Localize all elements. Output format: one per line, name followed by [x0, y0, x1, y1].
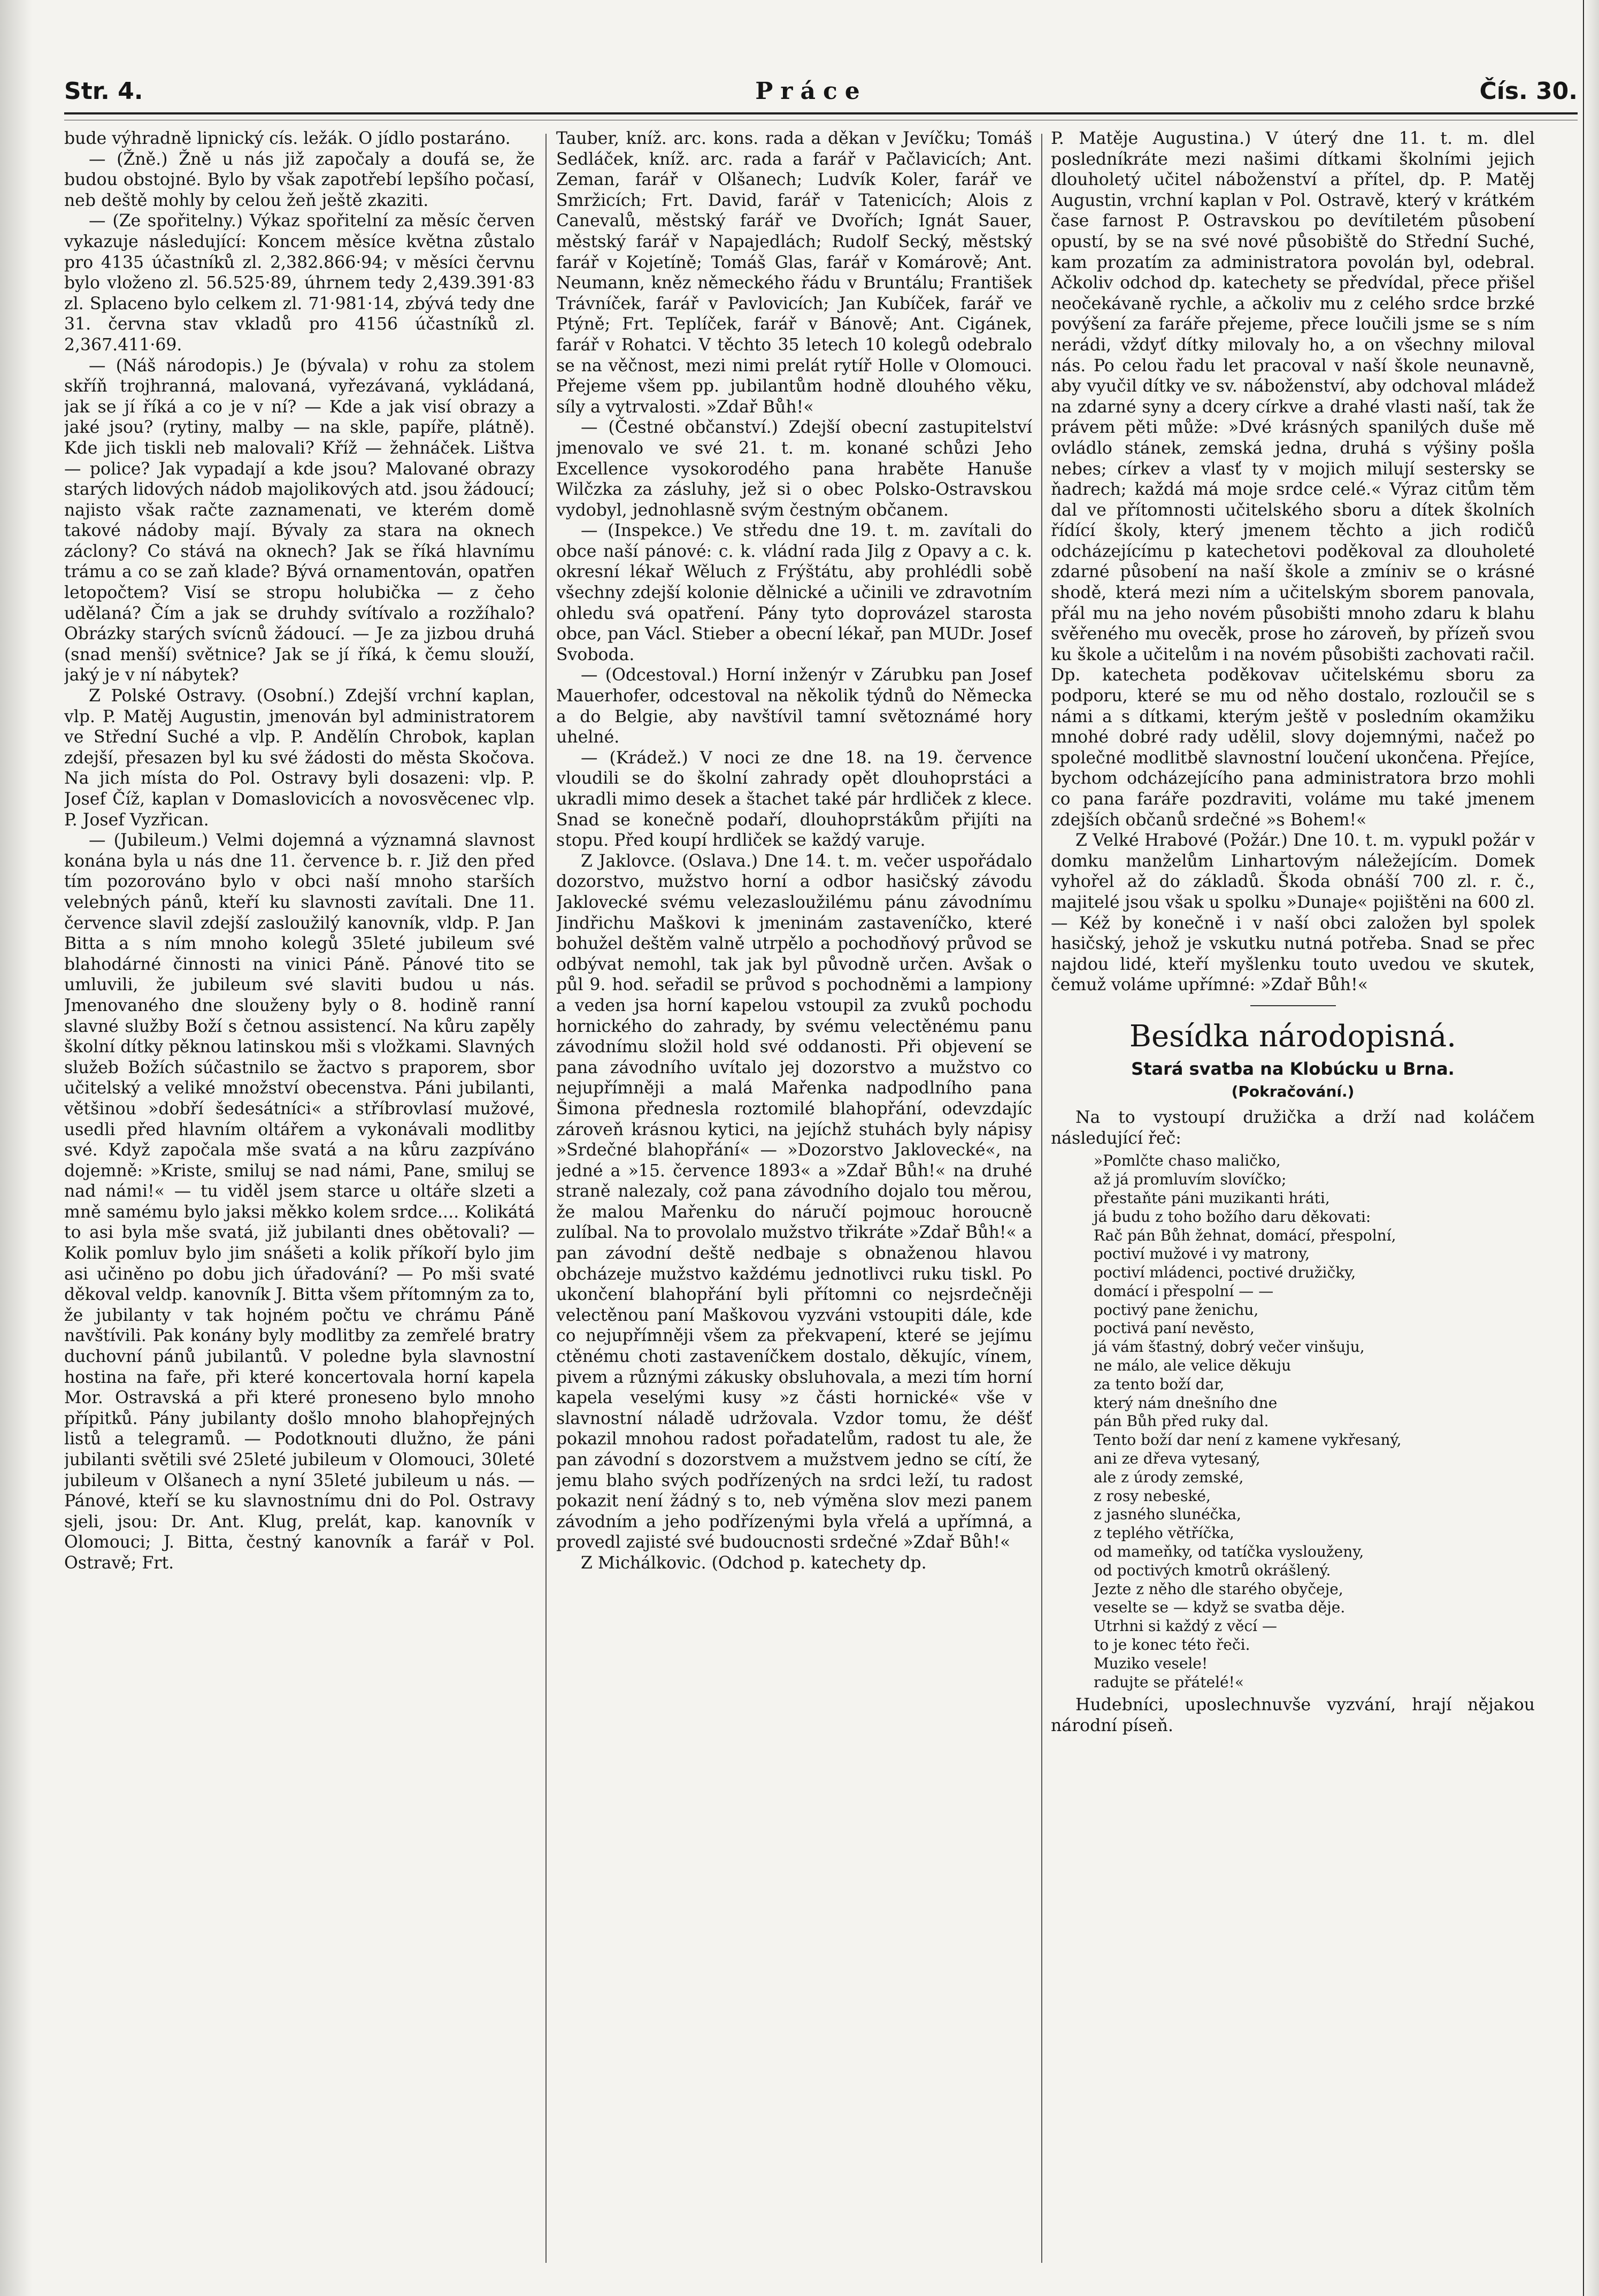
poem-line: poctiví mládenci, poctivé družičky, — [1094, 1264, 1356, 1282]
poem-line: za tento boží dar, — [1094, 1375, 1225, 1393]
poem-line: který nám dnešního dne — [1094, 1394, 1278, 1412]
poem-line: až já promluvím slovíčko; — [1094, 1170, 1287, 1189]
poem-line: já vám šťastný, dobrý večer vinšuju, — [1094, 1338, 1365, 1356]
article-michalkovice-cont: P. Matěje Augustina.) V úterý dne 11. t. m. dlel posledníkráte mezi našimi dítkami školními jejich dlouholetý učitel náboženství a přítel, dp. P. Matěj Augustin, vrchní kaplan v Pol. Ostravě, který v krátkém čase farnost P. Ostravskou po devítiletém působení opustí, by se na své nové působiště do Střední Suché, kam prozatím za administratora povolán byl, odebral. Ačkoliv odchod dp. katechety se předvídal, přece přišel neočekávaně rychle, a ačkoliv mu z celého srdce brzké povýšení za faráře přejeme, přece loučili jsme se s ním nerádi, vždyť dítky milovaly ho, a on všechny miloval nás. Po celou řadu let pracoval v naší škole neunavně, aby vyučil dítky ve sv. náboženství, aby odchoval mládež na zdarné syny a dcery církve a drahé vlasti naší, tak že právem pěti může: »Dvé krásných spanilých duše mě ovládlo stánek, zemská jedna, druhá s výšiny pošla nebes; církev a vlasť ty v mojich milují sestersky se ňadrech; každá má moje srdce celé.« Výraz citům těm dal ve přítomnosti učitelského sboru a dítek školních řídící školy, který jmenem těchto a jich rodičů odcházejícímu p katechetovi poděkoval za dlouholeté zdarné působení na naší škole a zmíniv se o krásné shodě, která mezi ním a učitelským sborem panovala, přál mu na jeho novém působišti mnoho zdaru k blahu svěřeného mu ovecěk, prose ho zároveň, by přízeň svou ku škole a učitelům i na novém působišti zachovati račil. Dp. katecheta poděkovav učitelskému sboru za podporu, které se mu od něho dostalo, rozloučil se s námi a s dítkami, kterým ještě v posledním okamžiku mnohé dobré rady udělil, slovy dojemnými, načež po společné modlitbě slavnostní loučení ukončena. Přejíce, bychom odcházejícího pana administratora brzo mohli co pana faráře pozdraviti, voláme mu také jmenem zdejších občanů srdečné »s Bohem!« — [1051, 129, 1535, 830]
article-cestne-obcanstvi: — (Čestné občanství.) Zdejší obecní zastupitelství jmenovalo ve své 21. t. m. konané schůzi Jeho Excellence vysokorodého pana hraběte Hanuše Wilčzka za zásluhy, jež si o obec Polsko-Ostravskou vydobyl, jednohlasně svým čestným občanem. — [556, 418, 1032, 520]
article-odcestoval: — (Odcestoval.) Horní inženýr v Zárubku pan Josef Mauerhofer, odcestoval na několik týdnů do Německa a do Belgie, aby navštívil tamní světoznámé hory uhelné. — [556, 665, 1032, 747]
poem-line: ani ze dřeva vytesaný, — [1094, 1450, 1260, 1468]
besidka-intro: Na to vystoupí družička a drží nad koláčem následující řeč: — [1051, 1108, 1535, 1148]
poem-line: Jezte z něho dle starého obyčeje, — [1094, 1580, 1343, 1598]
article-text: bude výhradně lipnický cís. ležák. O jídlo postaráno. — [64, 129, 511, 148]
poem-line: Tento boží dar není z kamene vykřesaný, — [1094, 1431, 1402, 1449]
besidka-title: Besídka národopisná. — [1129, 1019, 1457, 1054]
article-jaklovec-oslava: Z Jaklovce. (Oslava.) Dne 14. t. m. večer uspořádalo dozorstvo, mužstvo horní a odbor hasičský závodu Jaklovecké svému velezasloužilému pánu závodnímu Jindřichu Maškovi k jmeninám zastaveníčko, které bohužel deštěm valně utrpělo a pochodňový průvod se odbývat nemohl, tak jak byl původně určen. Avšak o půl 9. hod. seřadil se průvod s pochodněmi a lampiony a veden jsa horní kapelou vstoupil za zvuků pochodu hornického do zahrady, by svému velectěnému panu závodnímu složil hold své oddanosti. Při objevení se pana závodního uvítalo jej dozorstvo a mužstvo co nejupřímněji a malá Mařenka nadpodlního pana Šimona přednesla roztomilé blahopřání, odevzdajíc zároveň krásnou kytici, na jejíchž stuhách byly nápisy »Srdečné blahopřání« — »Dozorstvo Jaklovecké«, na jedné a »15. července 1893« a »Zdař Bůh!« na druhé straně nalezaly, což pana závodního dojalo tou měrou, že malou Mařenku do náručí pojmouc horoucně zulíbal. Na to provolalo mužstvo třikráte »Zdař Bůh!« a pan závodní deště nedbaje s obnaženou hlavou obcházeje mužstvo každému jednotlivci ruku tiskl. Po ukončení blahopřání byli přítomni co nejsrdečněji velectěnou paní Maškovou vyzváni vstoupiti dále, kde co nejupřímněji všem za překvapení, které se jejímu ctěnému choti zastaveníčkem dostalo, děkujíc, vínem, pivem a různými zákusky obsluhovala, a mezi tím horní kapela veselými kusy »z části hornické« vše v slavnostní náladě udržovala. Vzdor tomu, že déšť pokazil mnohou radost pořadatelům, radost tu ale, že pan závodní s dozorstvem a mužstvem jedno se cítí, že jemu blaho svých podřízených na srdci leží, tu radost pokazit není žádný s to, neb výměna slov mezi panem závodním a jeho podřízenými byla vřelá a upřímná, a provedl zajisté své budoucnosti srdečné »Zdař Bůh!« — [556, 851, 1032, 1552]
article-sporitelna: — (Ze spořitelny.) Výkaz spořitelní za měsíc červen vykazuje následující: Koncem měsíce května zůstalo pro 4135 účastníků zl. 2,382.866·94; v měsíci červnu bylo vloženo zl. 56.525·89, úhrnem tedy 2,439.391·83 zl. Splaceno bylo celkem zl. 71·981·14, zbývá tedy dne 31. června stav vkladů pro 4156 účastníků zl. 2,367.411·69. — [64, 211, 535, 355]
article-kradez: — (Krádež.) V noci ze dne 18. na 19. července vloudili se do školní zahrady opět dlouhoprstáci a ukradli mimo desek a štachet také pár hrdliček z klece. Snad se konečně podaří, dlouhoprstákům přijíti na stopu. Před koupí hrdliček se každý varuje. — [556, 748, 1032, 851]
article-michalkovice: Z Michálkovic. (Odchod p. katechety dp. — [581, 1553, 927, 1573]
column-divider-2 — [1041, 134, 1042, 2263]
poem-line: přestaňte páni muzikanti hráti, — [1094, 1189, 1330, 1207]
article-velka-hrabova: Z Velké Hrabové (Požár.) Dne 10. t. m. vypukl požár v domku manželům Linhartovým náležejícím. Domek vyhořel až do základů. Škoda obnáší 700 zl. r. č., majitelé jsou však u spolku »Dunaje« pojištěni na 600 zl. — Kéž by konečně i v naší obci založen byl spolek hasičský, jehož je vskutku nutná potřeba. Snad se přec najdou lidé, kteří myšlenku touto uvedou ve skutek, čemuž voláme upřímné: »Zdař Bůh!« — [1051, 831, 1535, 995]
poem-line: Muziko vesele! — [1094, 1654, 1208, 1672]
poem — [1051, 1152, 1535, 1692]
poem-line: poctivý pane ženichu, — [1094, 1300, 1259, 1319]
poem-line: »Pomlčte chaso maličko, — [1094, 1152, 1281, 1170]
poem-line: z teplého větříčka, — [1094, 1524, 1234, 1542]
poem-line: z rosy nebeské, — [1094, 1487, 1211, 1505]
poem-line: ne málo, ale velice děkuju — [1094, 1357, 1292, 1375]
poem-line: poctivá paní nevěsto, — [1094, 1319, 1255, 1337]
poem-line: radujte se přátelé!« — [1094, 1673, 1244, 1691]
poem-line: pán Bůh před ruky dal. — [1094, 1412, 1269, 1430]
poem-line: domácí i přespolní — — — [1094, 1282, 1274, 1300]
column-1 — [64, 128, 535, 2263]
section-divider — [1250, 1005, 1336, 1006]
besidka-continued: (Pokračování.) — [1231, 1082, 1355, 1100]
article-jubileum-cont: Tauber, kníž. arc. kons. rada a děkan v Jevíčku; Tomáš Sedláček, kníž. arc. rada a farář v Pačlavicích; Ant. Zeman, farář v Olšanech; Ludvík Koler, farář ve Smržicích; Frt. David, farář v Tatenicích; Alois z Canevalů, městský farář ve Dvořích; Ignát Sauer, městský farář v Napajedlách; Rudolf Secký, městský farář v Kojetíně; Tomáš Glas, farář v Komárově; Ant. Neumann, kněz německého řádu v Bruntálu; František Trávníček, farář v Pavlovicích; Jan Kubíček, farář ve Ptýně; Frt. Teplíček, farář v Bánově; Ant. Cigánek, farář v Rohatci. V těchto 35 letech 10 kolegů odebralo se na věčnost, mezi nimi prelát rytíř Holle v Olomouci. Přejeme všem pp. jubilantům hodně dlouhého věku, síly a vytrvalosti. »Zdař Bůh!« — [556, 129, 1032, 417]
poem-line: to je konec této řeči. — [1094, 1636, 1250, 1654]
poem-line: Rač pán Bůh žehnat, domácí, přespolní, — [1094, 1226, 1396, 1244]
article-zne: — (Žně.) Žně u nás již započaly a doufá se, že budou obstojné. Bylo by však zapotřebí lepšího počasí, neb deště mohly by celou žeň ještě zkaziti. — [64, 149, 535, 210]
poem-line: veselte se — když se svatba děje. — [1094, 1598, 1346, 1617]
header-rule — [64, 112, 1578, 114]
poem-line: z jasného slunéčka, — [1094, 1505, 1241, 1524]
besidka-subtitle: Stará svatba na Klobúcku u Brna. — [1131, 1058, 1455, 1079]
article-jubileum: — (Jubileum.) Velmi dojemná a významná slavnost konána byla u nás dne 11. července b. r. Již den před tím pozorováno bylo v obci naší mnoho starších velebných pánů, kteří ku slavnosti zavítali. Dne 11. července slavil zdejší zasloužilý kanovník, vldp. P. Jan Bitta a s ním mnoho kolegů 35leté jubileum své blahodárné činnosti na vinici Páně. Pánové tito se umluvili, že jubileum své slaviti budou u nás. Jmenovaného dne slouženy byly o 8. hodině ranní slavné služby Boží s četnou assistencí. Na kůru zapěly školní dítky pěknou latinskou mši s vložkami. Slavných služeb Božích súčastnilo se žactvo s praporem, sbor učitelský a veliké množství obecenstva. Páni jubilanti, většinou »dobří šedesátníci« a stříbrovlasí mužové, usedli před hlavním oltářem a vykonávali modlitby své. Když započala mše svatá a na kůru zazpíváno dojemně: »Kriste, smiluj se nad námi, Pane, smiluj se nad námi!« — tu viděl jsem starce u oltáře slzeti a mně samému bylo jaksi měkko kolem srdce.... Kolikátá to asi byla mše svatá, již jubilanti dnes obětovali? — Kolik pomluv bylo jim snášeti a kolik příkoří bylo jim asi učiněno po dobu jich úřadování? — Po mši svaté děkoval veldp. kanovník J. Bitta všem přítomným za to, že jubilanty v tak hojném počtu ve chrámu Páně navštívili. Pak konány byly modlitby za zemřelé bratry duchovní pánů jubilantů. V poledne byla slavnostní hostina na faře, při které koncertovala horní kapela Mor. Ostravská a při které proneseno bylo mnoho přípitků. Pány jubilanty došlo mnoho blahopřejných listů a telegramů. — Podotknouti dlužno, že páni jubilanti světili své 25leté jubileum v Olomouci, 30leté jubileum v Olšanech a nyní 35leté jubileum u nás. — Pánové, kteří se ku slavnostnímu dni do Pol. Ostravy sjeli, jsou: Dr. Ant. Klug, prelát, kap. kanovník v Olomouci; J. Bitta, čestný kanovník a farář v Pol. Ostravě; Frt. — [64, 831, 535, 1573]
poem-line: poctiví mužové i vy matrony, — [1094, 1245, 1310, 1263]
page-edge-left — [0, 0, 32, 2296]
article-inspekce: — (Inspekce.) Ve středu dne 19. t. m. zavítali do obce naší pánové: c. k. vládní rada Jilg z Opavy a c. k. okresní lékař Wěluch z Frýštátu, aby prohlédli sobě všechny zdejší kolonie dělnické a učinili ve zdravotním ohledu svá opatření. Pány tyto doprovázel starosta obce, pan Václ. Stieber a obecní lékař, pan MUDr. Josef Svoboda. — [556, 521, 1032, 664]
column-3 — [1051, 128, 1535, 2263]
page-number: Str. 4. — [64, 77, 143, 105]
page-edge-right — [1583, 0, 1599, 2296]
article-polska-ostrava-osobni: Z Polské Ostravy. (Osobní.) Zdejší vrchní kaplan, vlp. P. Matěj Augustin, jmenován byl administratorem ve Střední Suché a vlp. P. Andělín Chrobok, kaplan zdejší, přesazen byl ku své žádosti do města Skočova. Na jich místa do Pol. Ostravy byli dosazeni: vlp. P. Josef Číž, kaplan v Domaslovicích a novosvěcenec vlp. P. Josef Vyzřican. — [64, 686, 535, 830]
page-header — [64, 70, 1578, 112]
article-narodopis: — (Náš národopis.) Je (bývala) v rohu za stolem skříň trojhranná, malovaná, vyřezávaná, vykládaná, jak se jí říká a co je v ní? — Kde a jak visí obrazy a jaké jsou? (rytiny, malby — na skle, papíře, plátně). Kde jich tiskli neb malovali? Kříž — žehnáček. Lištva — police? Jak vypadají a kde jsou? Malované obrazy starých lidových nádob majolikových atd. jsou žádoucí; najisto však račte zaznamenati, ve kterém domě takové nádoby mají. Bývaly za stara na oknech záclony? Co stává na oknech? Jak se říká hlavnímu trámu a co se zaň klade? Bývá ornamentován, opatřen letopočtem? Visí se stropu holubička — z čeho udělaná? Čím a jak se druhdy svítívalo a rozžíhalo? Obrázky starých svícnů žádoucí. — Je za jizbou druhá (snad menší) světnice? Jak se jí říká, k čemu slouží, jaký je v ní nábytek? — [64, 356, 535, 685]
poem-line: Utrhni si každý z věcí — — [1094, 1617, 1278, 1635]
issue-number: Čís. 30. — [1479, 77, 1578, 105]
poem-line: ale z úrody zemské, — [1094, 1468, 1244, 1486]
besidka-outro: Hudebníci, uposlechnuvše vyzvání, hrají nějakou národní píseň. — [1051, 1695, 1535, 1736]
poem-line: od poctivých kmotrů okrášlený. — [1094, 1561, 1331, 1579]
masthead-title: Práce — [755, 77, 867, 105]
column-divider-1 — [545, 134, 547, 2263]
column-2 — [556, 128, 1032, 2263]
poem-line: já budu z toho božího daru děkovati: — [1094, 1207, 1371, 1226]
poem-line: od mameňky, od tatíčka vyslouženy, — [1094, 1543, 1364, 1561]
